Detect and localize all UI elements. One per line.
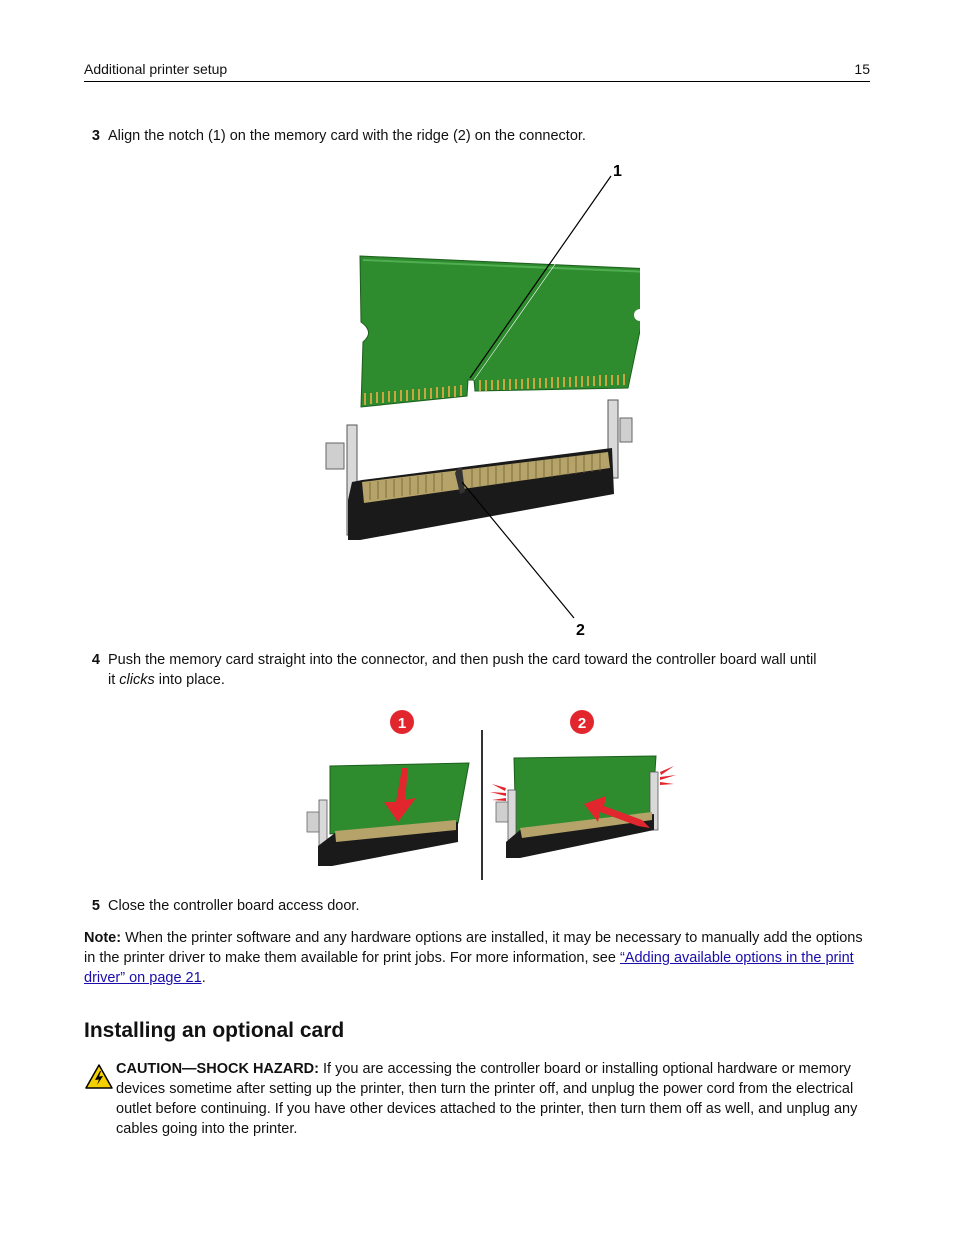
- section-heading: Installing an optional card: [84, 1019, 345, 1042]
- running-header-title: Additional printer setup: [84, 61, 228, 77]
- panel-2-push-back: [490, 756, 676, 858]
- memory-connector: [326, 400, 632, 540]
- step-number: 4: [91, 652, 100, 668]
- panel-1-push-down: [307, 763, 469, 866]
- caution-paragraph: [116, 1059, 870, 1139]
- adding-options-link[interactable]: “Adding available options in the print driver” on page 21: [84, 950, 854, 986]
- callout-2-label: 2: [576, 622, 585, 639]
- step-text: Align the notch (1) on the memory card with the ridge (2) on the connector.: [108, 128, 586, 144]
- memory-card-alignment-figure: [300, 155, 640, 645]
- svg-text:1: 1: [397, 715, 407, 732]
- page-number: 15: [854, 61, 870, 77]
- click-indicator-left: [490, 784, 506, 801]
- svg-text:2: 2: [577, 715, 587, 732]
- step-badge-2: [570, 710, 594, 734]
- memory-card: [360, 256, 640, 407]
- step-4: [84, 650, 870, 692]
- shock-hazard-icon: [85, 1064, 113, 1089]
- note-text: When the printer software and any hardware options are installed, it may be necessary to manually add the options in the printer driver to make them available for print jobs. For more information, see: [84, 930, 863, 966]
- step-text: Push the memory card straight into the connector, and then push the card toward the controller board wall until it clicks into place.: [108, 652, 817, 688]
- header-divider: [84, 81, 870, 82]
- callout-1-label: 1: [613, 163, 622, 180]
- step-number: 5: [91, 898, 100, 914]
- note-label: Note:: [84, 930, 122, 946]
- step-5: [84, 896, 870, 916]
- caution-label: CAUTION—SHOCK HAZARD:: [116, 1061, 319, 1077]
- step-3: [84, 126, 870, 146]
- step-number: 3: [91, 128, 100, 144]
- step-badge-1: [390, 710, 414, 734]
- click-indicator-right: [660, 766, 676, 785]
- caution-text: If you are accessing the controller board or installing optional hardware or memory devices sometime after setting up the printer, then turn the printer off, and unplug the power cord from the electrical outlet before continuing. If you have other devices attached to the printer, then turn them off as well, and unplug any cables going into the printer.: [116, 1061, 858, 1137]
- memory-card-insertion-figure: [300, 700, 680, 885]
- note-paragraph: Note: When the printer software and any hardware options are installed, it may be necessary to manually add the options in the printer driver to make them available for print jobs. For more information, see “Adding available options in the print driver” on page 21.: [84, 930, 863, 986]
- step-text: Close the controller board access door.: [108, 898, 360, 914]
